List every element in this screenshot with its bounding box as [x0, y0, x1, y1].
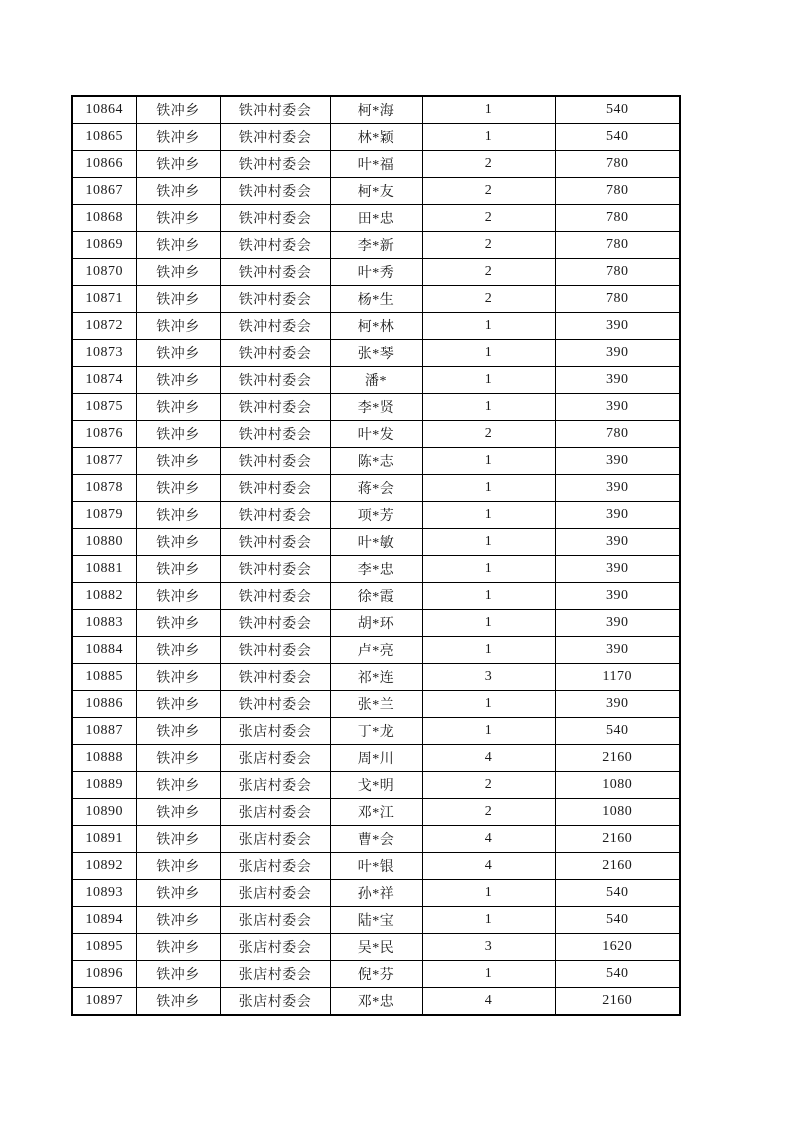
cell-township: 铁冲乡: [136, 205, 220, 232]
cell-amount: 390: [555, 475, 680, 502]
cell-amount: 780: [555, 151, 680, 178]
cell-village-committee: 铁冲村委会: [220, 502, 330, 529]
cell-township: 铁冲乡: [136, 664, 220, 691]
cell-township: 铁冲乡: [136, 178, 220, 205]
cell-name: 叶*秀: [330, 259, 422, 286]
table-row: [72, 232, 680, 259]
cell-village-committee: 铁冲村委会: [220, 610, 330, 637]
cell-count: 2: [422, 205, 555, 232]
cell-name: 徐*霞: [330, 583, 422, 610]
cell-amount: 1170: [555, 664, 680, 691]
cell-id: 10878: [72, 475, 136, 502]
cell-name: 胡*环: [330, 610, 422, 637]
cell-township: 铁冲乡: [136, 691, 220, 718]
cell-id: 10879: [72, 502, 136, 529]
table-row: [72, 799, 680, 826]
table-row: [72, 151, 680, 178]
cell-name: 张*兰: [330, 691, 422, 718]
cell-name: 叶*敏: [330, 529, 422, 556]
cell-count: 2: [422, 151, 555, 178]
cell-count: 1: [422, 475, 555, 502]
cell-amount: 390: [555, 529, 680, 556]
cell-count: 2: [422, 259, 555, 286]
cell-village-committee: 张店村委会: [220, 745, 330, 772]
table-row: [72, 934, 680, 961]
cell-count: 1: [422, 96, 555, 124]
table-row: [72, 583, 680, 610]
cell-id: 10889: [72, 772, 136, 799]
cell-township: 铁冲乡: [136, 637, 220, 664]
cell-count: 3: [422, 664, 555, 691]
cell-count: 1: [422, 394, 555, 421]
cell-name: 李*贤: [330, 394, 422, 421]
cell-village-committee: 铁冲村委会: [220, 313, 330, 340]
cell-village-committee: 铁冲村委会: [220, 96, 330, 124]
cell-name: 邓*江: [330, 799, 422, 826]
cell-id: 10887: [72, 718, 136, 745]
cell-township: 铁冲乡: [136, 367, 220, 394]
table-row: [72, 475, 680, 502]
cell-count: 1: [422, 583, 555, 610]
cell-amount: 780: [555, 205, 680, 232]
table-row: [72, 826, 680, 853]
table-row: [72, 853, 680, 880]
cell-township: 铁冲乡: [136, 988, 220, 1016]
cell-township: 铁冲乡: [136, 313, 220, 340]
cell-count: 1: [422, 367, 555, 394]
cell-count: 2: [422, 772, 555, 799]
table-row: [72, 286, 680, 313]
cell-village-committee: 铁冲村委会: [220, 340, 330, 367]
table-row: [72, 880, 680, 907]
cell-id: 10885: [72, 664, 136, 691]
cell-name: 张*琴: [330, 340, 422, 367]
cell-name: 丁*龙: [330, 718, 422, 745]
cell-id: 10868: [72, 205, 136, 232]
cell-amount: 1080: [555, 772, 680, 799]
cell-name: 周*川: [330, 745, 422, 772]
cell-id: 10872: [72, 313, 136, 340]
cell-name: 叶*福: [330, 151, 422, 178]
cell-village-committee: 铁冲村委会: [220, 205, 330, 232]
cell-count: 1: [422, 907, 555, 934]
table-row: [72, 205, 680, 232]
cell-id: 10871: [72, 286, 136, 313]
cell-amount: 780: [555, 259, 680, 286]
cell-count: 2: [422, 421, 555, 448]
cell-village-committee: 铁冲村委会: [220, 637, 330, 664]
table-row: [72, 772, 680, 799]
cell-id: 10864: [72, 96, 136, 124]
table-row: [72, 691, 680, 718]
cell-township: 铁冲乡: [136, 232, 220, 259]
cell-village-committee: 铁冲村委会: [220, 583, 330, 610]
table-row: [72, 664, 680, 691]
cell-township: 铁冲乡: [136, 475, 220, 502]
cell-count: 1: [422, 529, 555, 556]
cell-name: 陆*宝: [330, 907, 422, 934]
cell-township: 铁冲乡: [136, 394, 220, 421]
cell-village-committee: 张店村委会: [220, 772, 330, 799]
cell-village-committee: 铁冲村委会: [220, 259, 330, 286]
table-row: [72, 610, 680, 637]
payment-table: [71, 95, 681, 1016]
cell-count: 4: [422, 745, 555, 772]
cell-name: 吴*民: [330, 934, 422, 961]
cell-township: 铁冲乡: [136, 502, 220, 529]
cell-village-committee: 铁冲村委会: [220, 664, 330, 691]
table-row: [72, 529, 680, 556]
cell-township: 铁冲乡: [136, 96, 220, 124]
cell-name: 李*忠: [330, 556, 422, 583]
table-row: [72, 367, 680, 394]
cell-amount: 390: [555, 691, 680, 718]
cell-count: 1: [422, 556, 555, 583]
cell-township: 铁冲乡: [136, 853, 220, 880]
cell-name: 柯*林: [330, 313, 422, 340]
cell-id: 10897: [72, 988, 136, 1016]
cell-village-committee: 铁冲村委会: [220, 394, 330, 421]
cell-amount: 390: [555, 340, 680, 367]
cell-id: 10882: [72, 583, 136, 610]
table-row: [72, 745, 680, 772]
cell-township: 铁冲乡: [136, 772, 220, 799]
cell-count: 3: [422, 934, 555, 961]
table-row: [72, 313, 680, 340]
cell-count: 1: [422, 124, 555, 151]
cell-amount: 390: [555, 637, 680, 664]
cell-id: 10888: [72, 745, 136, 772]
table-row: [72, 556, 680, 583]
cell-name: 曹*会: [330, 826, 422, 853]
cell-village-committee: 铁冲村委会: [220, 286, 330, 313]
cell-village-committee: 张店村委会: [220, 880, 330, 907]
cell-name: 蒋*会: [330, 475, 422, 502]
cell-id: 10883: [72, 610, 136, 637]
cell-count: 1: [422, 448, 555, 475]
cell-township: 铁冲乡: [136, 718, 220, 745]
cell-name: 卢*亮: [330, 637, 422, 664]
cell-id: 10893: [72, 880, 136, 907]
cell-village-committee: 铁冲村委会: [220, 475, 330, 502]
cell-id: 10874: [72, 367, 136, 394]
cell-name: 叶*发: [330, 421, 422, 448]
table-row: [72, 907, 680, 934]
cell-name: 陈*志: [330, 448, 422, 475]
cell-amount: 390: [555, 367, 680, 394]
cell-amount: 2160: [555, 988, 680, 1016]
cell-village-committee: 铁冲村委会: [220, 178, 330, 205]
cell-name: 项*芳: [330, 502, 422, 529]
table-row: [72, 421, 680, 448]
cell-count: 1: [422, 637, 555, 664]
cell-count: 1: [422, 313, 555, 340]
table-row: [72, 394, 680, 421]
cell-id: 10880: [72, 529, 136, 556]
cell-amount: 540: [555, 880, 680, 907]
table-body: [72, 96, 680, 1015]
cell-name: 柯*友: [330, 178, 422, 205]
cell-township: 铁冲乡: [136, 880, 220, 907]
table-row: [72, 502, 680, 529]
cell-village-committee: 张店村委会: [220, 907, 330, 934]
cell-amount: 390: [555, 583, 680, 610]
cell-village-committee: 张店村委会: [220, 934, 330, 961]
cell-village-committee: 铁冲村委会: [220, 124, 330, 151]
cell-name: 孙*祥: [330, 880, 422, 907]
cell-amount: 2160: [555, 745, 680, 772]
cell-name: 杨*生: [330, 286, 422, 313]
cell-township: 铁冲乡: [136, 934, 220, 961]
cell-count: 1: [422, 502, 555, 529]
cell-id: 10876: [72, 421, 136, 448]
table-row: [72, 259, 680, 286]
cell-amount: 540: [555, 124, 680, 151]
cell-id: 10896: [72, 961, 136, 988]
cell-name: 柯*海: [330, 96, 422, 124]
cell-amount: 540: [555, 961, 680, 988]
cell-id: 10875: [72, 394, 136, 421]
cell-id: 10881: [72, 556, 136, 583]
cell-village-committee: 铁冲村委会: [220, 556, 330, 583]
cell-township: 铁冲乡: [136, 529, 220, 556]
cell-name: 李*新: [330, 232, 422, 259]
cell-township: 铁冲乡: [136, 448, 220, 475]
table-row: [72, 448, 680, 475]
cell-township: 铁冲乡: [136, 124, 220, 151]
cell-township: 铁冲乡: [136, 745, 220, 772]
cell-township: 铁冲乡: [136, 421, 220, 448]
cell-count: 4: [422, 988, 555, 1016]
cell-township: 铁冲乡: [136, 610, 220, 637]
cell-amount: 390: [555, 448, 680, 475]
cell-amount: 2160: [555, 853, 680, 880]
cell-village-committee: 张店村委会: [220, 961, 330, 988]
cell-amount: 1080: [555, 799, 680, 826]
cell-amount: 390: [555, 556, 680, 583]
cell-township: 铁冲乡: [136, 286, 220, 313]
cell-name: 潘*: [330, 367, 422, 394]
cell-id: 10892: [72, 853, 136, 880]
cell-amount: 390: [555, 610, 680, 637]
cell-village-committee: 张店村委会: [220, 799, 330, 826]
cell-amount: 780: [555, 232, 680, 259]
cell-township: 铁冲乡: [136, 151, 220, 178]
cell-amount: 780: [555, 421, 680, 448]
cell-count: 2: [422, 232, 555, 259]
cell-village-committee: 张店村委会: [220, 718, 330, 745]
table-row: [72, 124, 680, 151]
cell-amount: 390: [555, 394, 680, 421]
cell-id: 10873: [72, 340, 136, 367]
cell-id: 10894: [72, 907, 136, 934]
cell-township: 铁冲乡: [136, 826, 220, 853]
cell-amount: 540: [555, 96, 680, 124]
cell-count: 1: [422, 718, 555, 745]
cell-name: 戈*明: [330, 772, 422, 799]
table-row: [72, 96, 680, 124]
cell-village-committee: 铁冲村委会: [220, 691, 330, 718]
cell-amount: 390: [555, 313, 680, 340]
cell-count: 1: [422, 961, 555, 988]
cell-id: 10890: [72, 799, 136, 826]
cell-amount: 540: [555, 907, 680, 934]
cell-amount: 1620: [555, 934, 680, 961]
cell-amount: 780: [555, 178, 680, 205]
cell-village-committee: 张店村委会: [220, 853, 330, 880]
cell-id: 10869: [72, 232, 136, 259]
cell-name: 田*忠: [330, 205, 422, 232]
cell-township: 铁冲乡: [136, 907, 220, 934]
cell-village-committee: 铁冲村委会: [220, 367, 330, 394]
cell-village-committee: 铁冲村委会: [220, 448, 330, 475]
cell-id: 10895: [72, 934, 136, 961]
cell-count: 4: [422, 826, 555, 853]
cell-id: 10867: [72, 178, 136, 205]
cell-village-committee: 铁冲村委会: [220, 421, 330, 448]
cell-township: 铁冲乡: [136, 259, 220, 286]
cell-count: 2: [422, 178, 555, 205]
table-row: [72, 340, 680, 367]
cell-id: 10865: [72, 124, 136, 151]
cell-count: 1: [422, 691, 555, 718]
cell-name: 邓*忠: [330, 988, 422, 1016]
table-row: [72, 637, 680, 664]
cell-township: 铁冲乡: [136, 340, 220, 367]
cell-village-committee: 铁冲村委会: [220, 151, 330, 178]
cell-amount: 540: [555, 718, 680, 745]
cell-id: 10886: [72, 691, 136, 718]
table-row: [72, 178, 680, 205]
cell-amount: 780: [555, 286, 680, 313]
cell-township: 铁冲乡: [136, 583, 220, 610]
table-row: [72, 961, 680, 988]
cell-name: 倪*芬: [330, 961, 422, 988]
table-row: [72, 988, 680, 1016]
cell-township: 铁冲乡: [136, 556, 220, 583]
cell-name: 叶*银: [330, 853, 422, 880]
cell-count: 2: [422, 286, 555, 313]
cell-id: 10866: [72, 151, 136, 178]
cell-name: 祁*连: [330, 664, 422, 691]
cell-count: 2: [422, 799, 555, 826]
cell-village-committee: 铁冲村委会: [220, 529, 330, 556]
cell-village-committee: 铁冲村委会: [220, 232, 330, 259]
table-row: [72, 718, 680, 745]
cell-id: 10891: [72, 826, 136, 853]
cell-count: 1: [422, 610, 555, 637]
cell-amount: 390: [555, 502, 680, 529]
cell-count: 1: [422, 880, 555, 907]
cell-id: 10877: [72, 448, 136, 475]
cell-village-committee: 张店村委会: [220, 988, 330, 1016]
cell-id: 10870: [72, 259, 136, 286]
cell-village-committee: 张店村委会: [220, 826, 330, 853]
cell-count: 1: [422, 340, 555, 367]
cell-township: 铁冲乡: [136, 799, 220, 826]
cell-count: 4: [422, 853, 555, 880]
cell-amount: 2160: [555, 826, 680, 853]
cell-township: 铁冲乡: [136, 961, 220, 988]
cell-name: 林*颖: [330, 124, 422, 151]
cell-id: 10884: [72, 637, 136, 664]
